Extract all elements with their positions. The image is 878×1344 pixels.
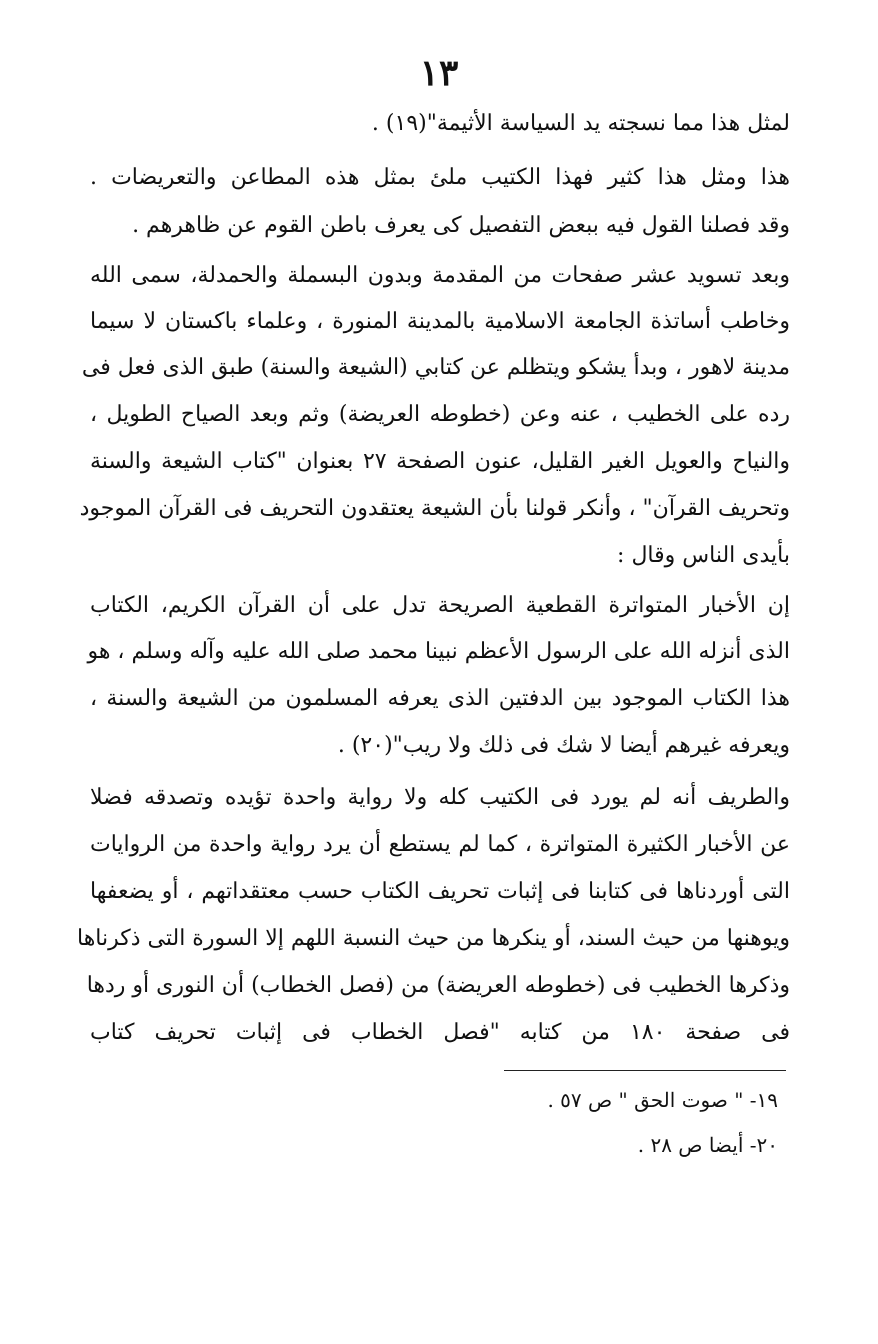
- text-line: بأيدى الناس وقال :: [617, 543, 790, 568]
- text-line: هذا ومثل هذا كثير فهذا الكتيب ملئ بمثل هذه المطاعن والتعريضات .: [90, 165, 790, 190]
- footnote-divider: [504, 1070, 786, 1071]
- text-line: والنياح والعويل الغير القليل، عنون الصفحة ٢٧ بعنوان "كتاب الشيعة والسنة: [90, 449, 791, 474]
- text-line: وبعد تسويد عشر صفحات من المقدمة وبدون البسملة والحمدلة، سمى الله: [90, 263, 790, 288]
- text-line: مدينة لاهور ، وبدأ يشكو ويتظلم عن كتابي (الشيعة والسنة) طبق الذى فعل فى: [81, 355, 790, 380]
- text-line: عن الأخبار الكثيرة المتواترة ، كما لم يستطع أن يرد رواية واحدة من الروايات: [90, 832, 790, 857]
- quote-line: إن الأخبار المتواترة القطعية الصريحة تدل على أن القرآن الكريم، الكتاب: [90, 593, 790, 618]
- text-line: والطريف أنه لم يورد فى الكتيب كله ولا رواية واحدة تؤيده وتصدقه فضلا: [90, 785, 790, 810]
- footnote-19: ١٩- " صوت الحق " ص ٥٧ .: [547, 1088, 778, 1112]
- quote-line: هذا الكتاب الموجود بين الدفتين الذى يعرفه المسلمون من الشيعة والسنة ،: [90, 686, 790, 711]
- quote-line: الذى أنزله الله على الرسول الأعظم نبينا محمد صلى الله عليه وآله وسلم ، هو: [87, 639, 790, 664]
- page-number: ١٣: [419, 52, 459, 94]
- text-line: وتحريف القرآن" ، وأنكر قولنا بأن الشيعة يعتقدون التحريف فى القرآن الموجود: [79, 496, 790, 521]
- footnote-20: ٢٠- أيضا ص ٢٨ .: [637, 1133, 778, 1157]
- text-line: ويوهنها من حيث السند، أو ينكرها من حيث النسبة اللهم إلا السورة التى ذكرناها: [76, 926, 790, 951]
- text-line: رده على الخطيب ، عنه وعن (خطوطه العريضة) وثم وبعد الصياح الطويل ،: [90, 402, 790, 427]
- text-line: لمثل هذا مما نسجته يد السياسة الأثيمة"(١٩) .: [371, 111, 790, 136]
- text-line: التى أوردناها فى كتابنا فى إثبات تحريف الكتاب حسب معتقداتهم ، أو يضعفها: [90, 879, 790, 904]
- text-line: فى صفحة ١٨٠ من كتابه "فصل الخطاب فى إثبات تحريف كتاب: [90, 1020, 790, 1045]
- text-line: وخاطب أساتذة الجامعة الاسلامية بالمدينة المنورة ، وعلماء باكستان لا سيما: [90, 309, 790, 334]
- text-line: وذكرها الخطيب فى (خطوطه العريضة) من (فصل الخطاب) أن النورى أو ردها: [86, 973, 790, 998]
- text-line: وقد فصلنا القول فيه ببعض التفصيل كى يعرف باطن القوم عن ظاهرهم .: [132, 213, 790, 238]
- quote-line: ويعرفه غيرهم أيضا لا شك فى ذلك ولا ريب"(٢٠) .: [337, 733, 790, 758]
